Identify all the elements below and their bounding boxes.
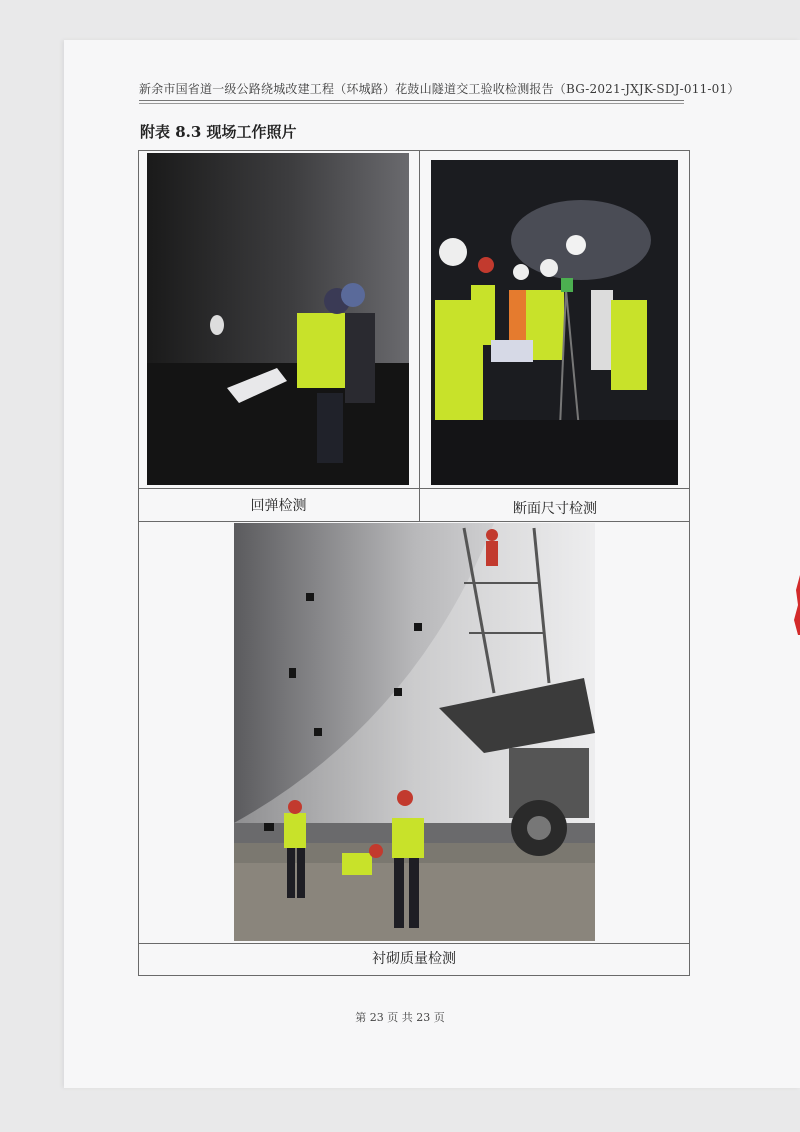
- section-title: 附表 8.3 现场工作照片: [140, 123, 297, 141]
- table-column-divider: [419, 150, 420, 522]
- photo-lining-quality: [234, 523, 595, 941]
- table-row-divider: [138, 943, 690, 944]
- caption-section-measurement: 断面尺寸检测: [513, 501, 597, 517]
- header-divider: [139, 100, 684, 101]
- header-divider-secondary: [139, 103, 684, 104]
- photo-section-measurement: [431, 160, 678, 485]
- page-number: 第 23 页 共 23 页: [355, 1011, 445, 1024]
- red-stamp-fragment: [793, 575, 800, 635]
- caption-lining-quality: 衬砌质量检测: [372, 951, 456, 967]
- caption-rebound-test: 回弹检测: [250, 498, 307, 514]
- photo-rebound-test: [147, 153, 409, 485]
- table-row-divider: [138, 488, 690, 489]
- report-header: 新余市国省道一级公路绕城改建工程（环城路）花鼓山隧道交工验收检测报告（BG-2021-JXJK-SDJ-011-01）: [139, 82, 740, 96]
- table-row-divider: [138, 521, 690, 522]
